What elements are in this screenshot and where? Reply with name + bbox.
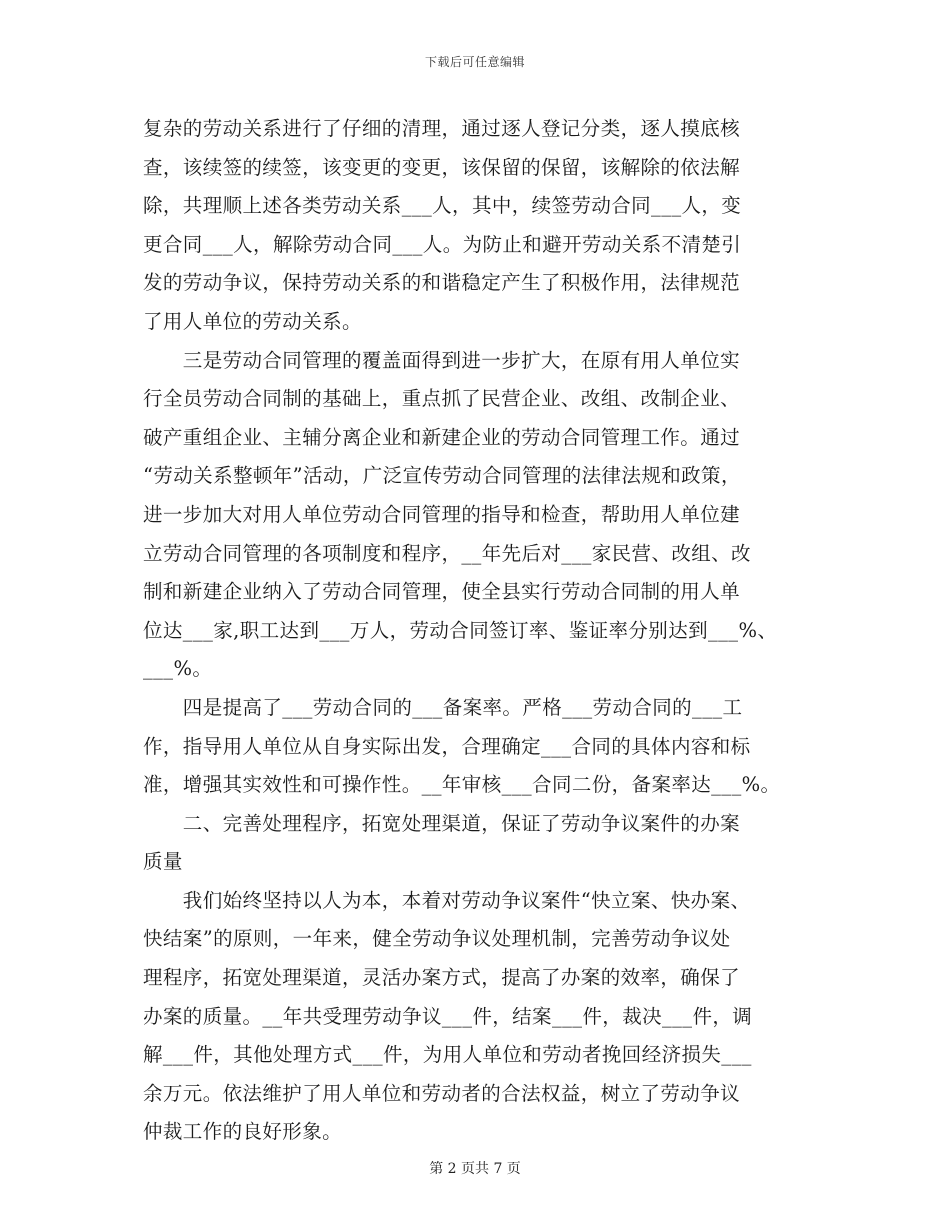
text-line: 制和新建企业纳入了劳动合同管理，使全县实行劳动合同制的用人单 bbox=[143, 580, 741, 604]
text-line: “劳动关系整顿年”活动，广泛宣传劳动合同管理的法律法规和政策， bbox=[143, 464, 741, 488]
text-line: 三是劳动合同管理的覆盖面得到进一步扩大，在原有用人单位实 bbox=[143, 348, 741, 372]
text-line: 除，共理顺上述各类劳动关系___人，其中，续签劳动合同___人，变 bbox=[143, 194, 742, 218]
text-line: 更合同___人，解除劳动合同___人。为防止和避开劳动关系不清楚引 bbox=[143, 232, 742, 256]
text-line: 四是提高了___劳动合同的___备案率。严格___劳动合同的___工 bbox=[143, 695, 743, 719]
text-line: 立劳动合同管理的各项制度和程序，__年先后对___家民营、改组、改 bbox=[143, 541, 751, 565]
text-line: 复杂的劳动关系进行了仔细的清理，通过逐人登记分类，逐人摸底核 bbox=[143, 117, 741, 140]
text-line: ___%。 bbox=[143, 657, 213, 681]
text-line: 查，该续签的续签，该变更的变更，该保留的保留，该解除的依法解 bbox=[143, 155, 741, 179]
section-heading: 质量 bbox=[143, 850, 183, 874]
page-footer: 第 2 页共 7 页 bbox=[429, 1161, 521, 1177]
text-line: 余万元。依法维护了用人单位和劳动者的合法权益，树立了劳动争议 bbox=[143, 1081, 741, 1105]
text-line: 理程序，拓宽处理渠道，灵活办案方式，提高了办案的效率，确保了 bbox=[143, 966, 741, 990]
page-header: 下载后可任意编辑 bbox=[424, 55, 525, 69]
text-line: 作，指导用人单位从自身实际出发，合理确定___合同的具体内容和标 bbox=[143, 734, 751, 758]
text-line: 快结案”的原则，一年来，健全劳动争议处理机制，完善劳动争议处 bbox=[143, 927, 731, 951]
document-body bbox=[143, 110, 823, 1152]
text-line: 发的劳动争议，保持劳动关系的和谐稳定产生了积极作用，法律规范 bbox=[143, 271, 741, 295]
text-line: 解___件，其他处理方式___件，为用人单位和劳动者挽回经济损失___ bbox=[143, 1043, 752, 1067]
text-line: 破产重组企业、主辅分离企业和新建企业的劳动合同管理工作。通过 bbox=[143, 425, 741, 449]
text-line: 进一步加大对用人单位劳动合同管理的指导和检查，帮助用人单位建 bbox=[143, 502, 741, 526]
text-line: 我们始终坚持以人为本，本着对劳动争议案件“快立案、快办案、 bbox=[143, 888, 751, 912]
text-line: 位达___家,职工达到___万人，劳动合同签订率、鉴证率分别达到___%、 bbox=[143, 618, 778, 642]
text-line: 仲裁工作的良好形象。 bbox=[143, 1120, 343, 1144]
section-heading: 二、完善处理程序，拓宽处理渠道，保证了劳动争议案件的办案 bbox=[143, 811, 741, 835]
text-line: 准，增强其实效性和可操作性。__年审核___合同二份，备案率达___%。 bbox=[143, 773, 781, 797]
text-line: 行全员劳动合同制的基础上，重点抓了民营企业、改组、改制企业、 bbox=[143, 387, 741, 411]
text-line: 办案的质量。__年共受理劳动争议___件，结案___件，裁决___件，调 bbox=[143, 1004, 753, 1028]
text-line: 了用人单位的劳动关系。 bbox=[143, 309, 362, 333]
